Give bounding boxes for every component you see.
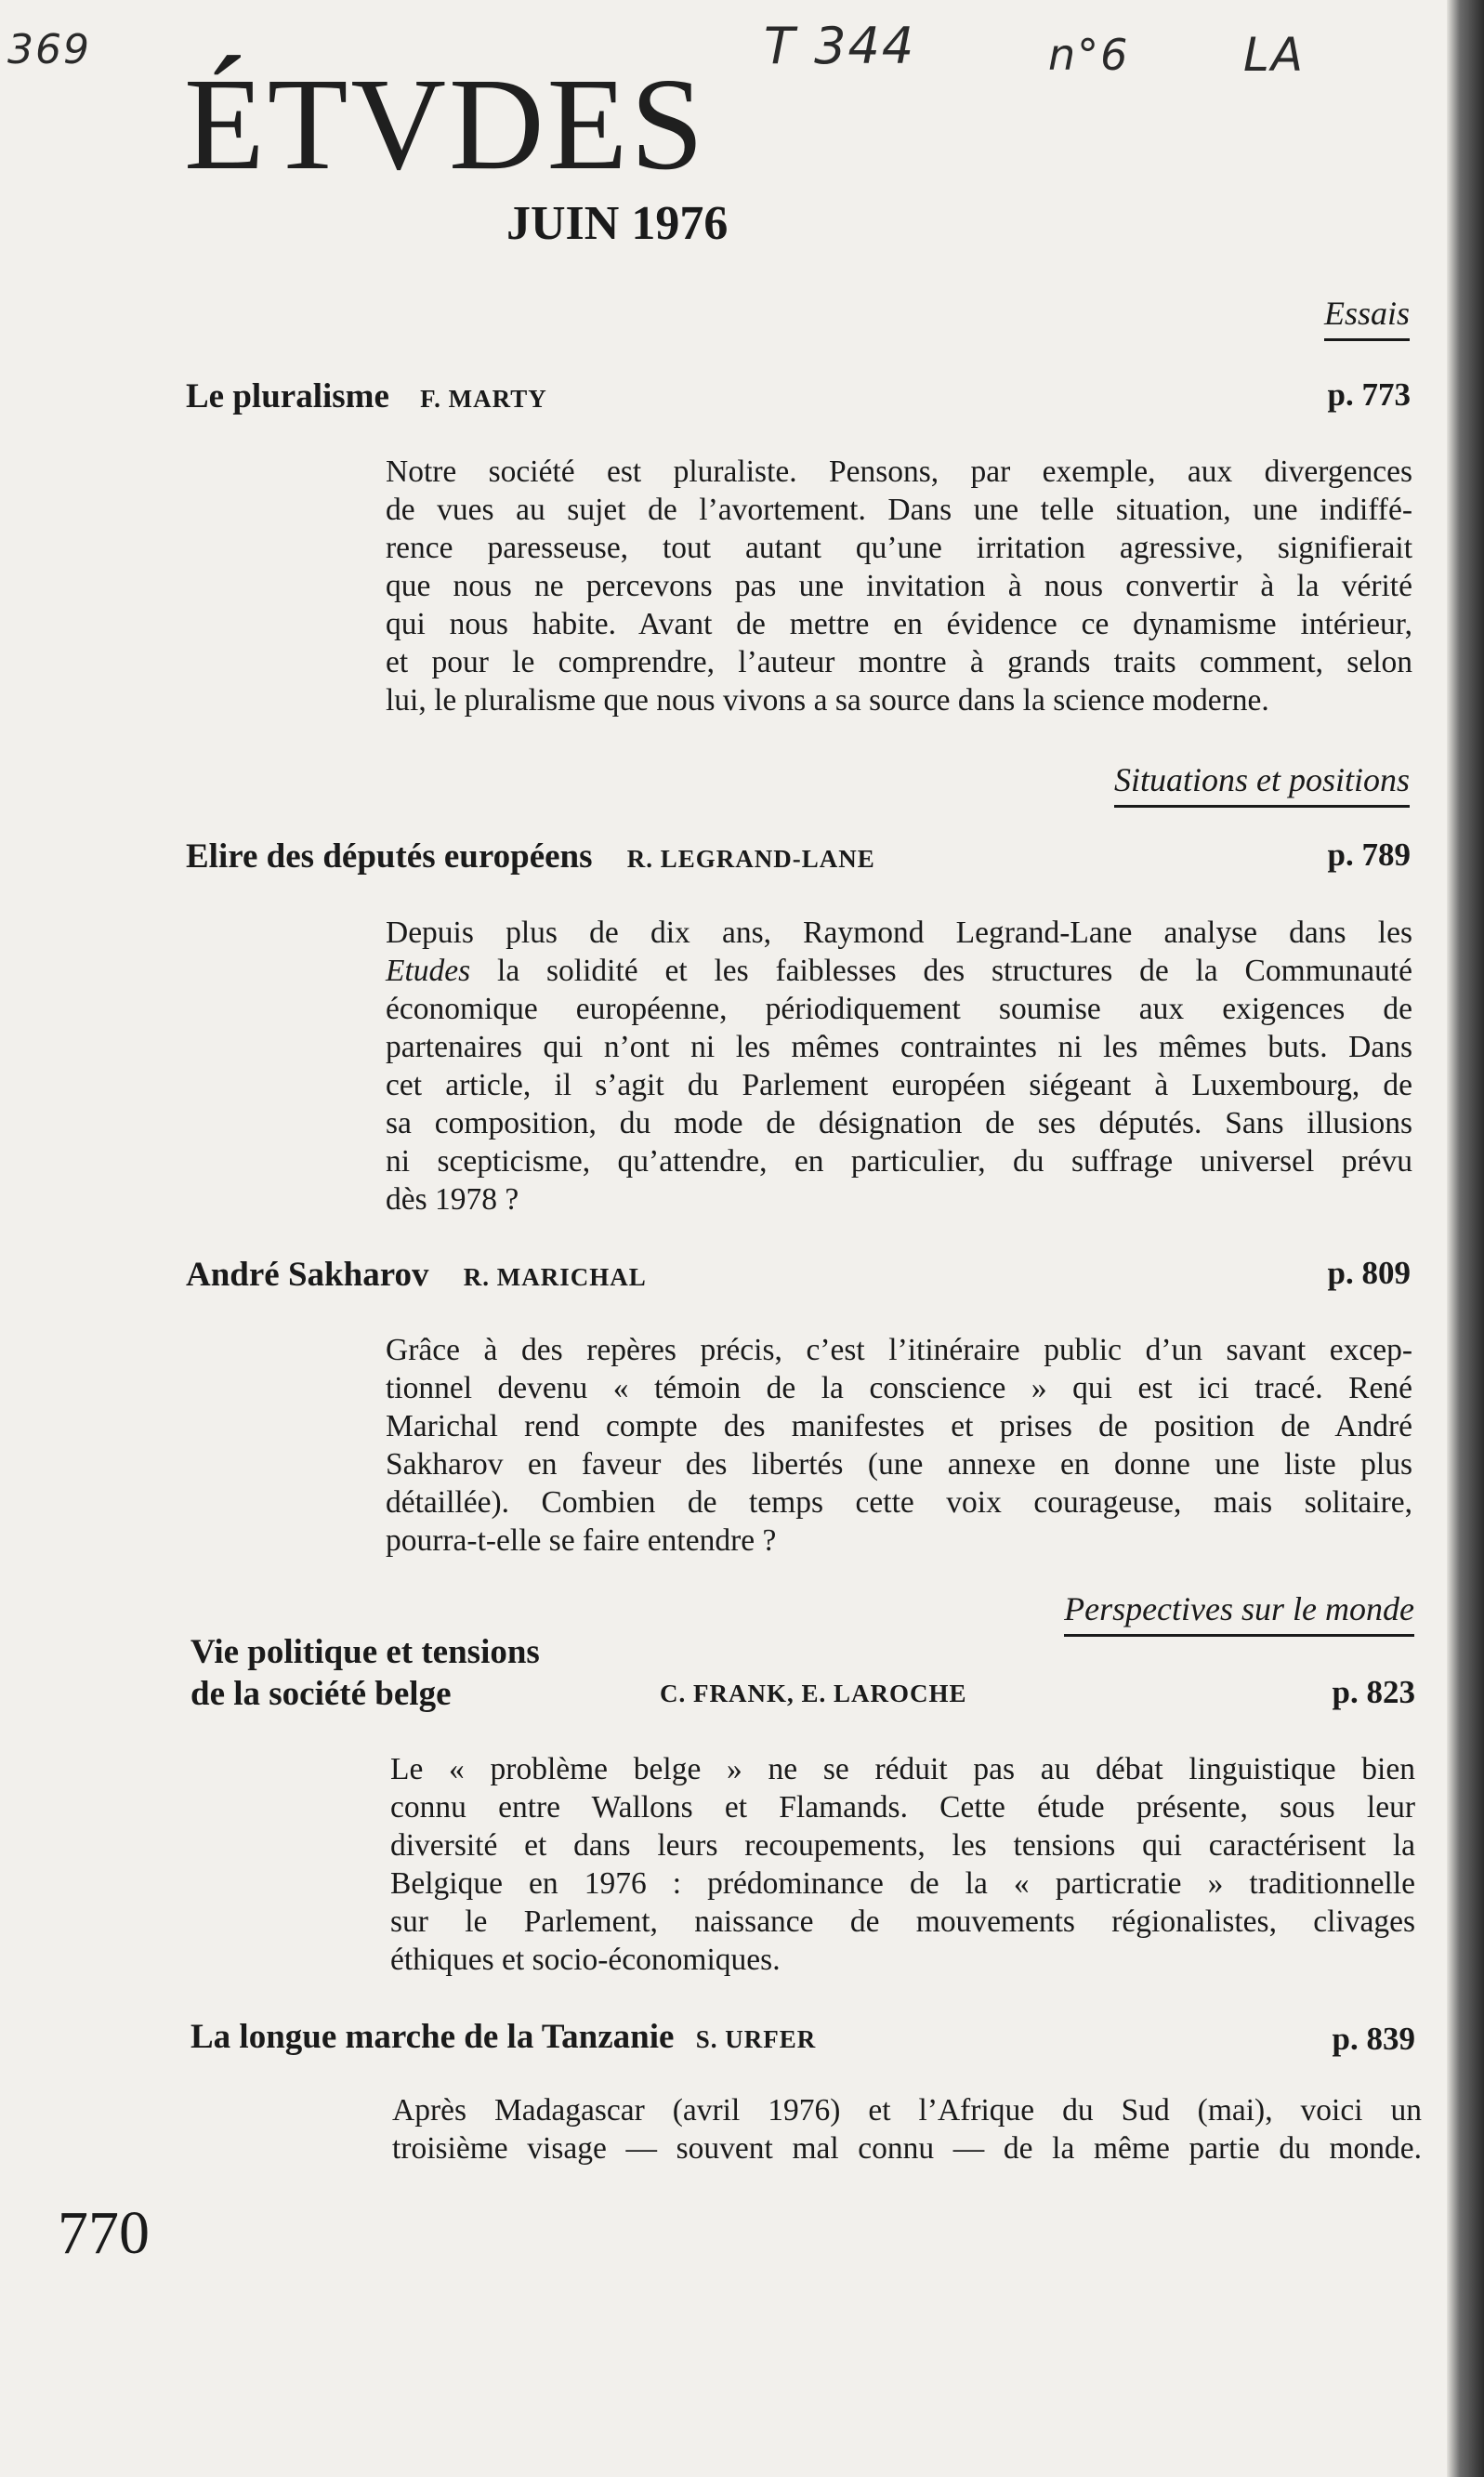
journal-title: ÉTVDES xyxy=(184,50,707,197)
handwritten-mark-left: 369 xyxy=(7,26,91,73)
article-header xyxy=(190,2017,1415,2060)
article-summary: Grâce à des repères précis, c’est l’itinéraire public d’un savant excep- tionnel devenu « témoin de la conscience » qui est ici tracé. René Marichal rend compte des manifestes et prises de position de André Sakharov en faveur des libertés (une annexe en donne une liste plus détaillée). Combien de temps cette voix courageuse, mais solitaire, pourra-t-elle se faire entendre ? xyxy=(386,1333,1412,1558)
article-page: p. 839 xyxy=(1332,2021,1415,2057)
section-heading-perspectives: Perspectives sur le monde xyxy=(1064,1591,1414,1637)
handwritten-mark-right: LA xyxy=(1243,28,1306,82)
section-heading-situations: Situations et positions xyxy=(1114,762,1410,808)
article-page: p. 823 xyxy=(1332,1674,1415,1710)
article-summary: Le « problème belge » ne se réduit pas au débat linguistique bien connu entre Wallons et Flamands. Cette étude présente, sous leur diversité et dans leurs recoupements, les tensions qui caractérisent la Belgique en 1976 : prédominance de la « particratie » traditionnelle sur le Parlement, naissance de mouvements régionalistes, clivages éthiques et socio-économiques. xyxy=(390,1752,1415,1977)
article-summary: Depuis plus de dix ans, Raymond Legrand-Lane analyse dans les Etudes la solidité et les faiblesses des structures de la Communauté économique européenne, périodiquement soumise aux exigences de partenaires qui n’ont ni les mêmes contraintes ni les mêmes buts. Dans cet article, il s’agit du Parlement européen siégeant à Luxembourg, de sa composition, du mode de désignation de ses députés. Sans illusions ni scepticisme, qu’attendre, en particulier, du suffrage universel prévu dès 1978 ? xyxy=(386,916,1413,1217)
article-author: F. MARTY xyxy=(420,385,547,413)
article-page: p. 773 xyxy=(1327,376,1411,413)
section-heading-essais: Essais xyxy=(1324,296,1410,341)
article-title: André Sakharov R. MARICHAL xyxy=(186,1256,647,1294)
article-author: R. MARICHAL xyxy=(463,1263,647,1291)
article-header xyxy=(186,1255,1411,1298)
article-header xyxy=(186,837,1411,879)
journal-name-italic: Etudes xyxy=(386,954,471,988)
article-author: C. FRANK, E. LAROCHE xyxy=(660,1680,967,1707)
article-summary: Notre société est pluraliste. Pensons, par exemple, aux divergences de vues au sujet de l’avortement. Dans une telle situation, une indiffé- rence paresseuse, tout autant qu’une irritation agressive, signifierait que nous ne percevons pas une invitation à nous convertir à la vérité qui nous habite. Avant de mettre en évidence ce dynamisme intérieur, et pour le comprendre, l’auteur montre à grands traits comment, selon lui, le pluralisme que nous vivons a sa source dans la science moderne. xyxy=(386,455,1412,718)
article-page: p. 809 xyxy=(1327,1255,1411,1291)
article-author: S. URFER xyxy=(695,2025,817,2053)
article-header xyxy=(190,1632,1415,1718)
article-author: R. LEGRAND-LANE xyxy=(626,845,875,873)
handwritten-issue-number: n°6 xyxy=(1048,30,1130,80)
article-title: Elire des députés européens R. LEGRAND-LANE xyxy=(186,837,875,876)
article-header xyxy=(186,376,1411,419)
article-title: La longue marche de la Tanzanie S. URFER xyxy=(190,2018,817,2056)
article-title-line2: de la société belge xyxy=(190,1675,452,1713)
article-page: p. 789 xyxy=(1327,837,1411,873)
article-summary: Après Madagascar (avril 1976) et l’Afrique du Sud (mai), voici un troisième visage — souvent mal connu — de la même partie du monde. xyxy=(392,2093,1422,2166)
issue-date: JUIN 1976 xyxy=(506,197,729,250)
article-title: Le pluralisme F. MARTY xyxy=(186,377,547,415)
article-title-line1: Vie politique et tensions xyxy=(190,1633,540,1671)
handwritten-call-number: T 344 xyxy=(764,17,916,75)
page-binding-shadow xyxy=(1447,0,1484,2477)
page-number: 770 xyxy=(58,2199,150,2267)
